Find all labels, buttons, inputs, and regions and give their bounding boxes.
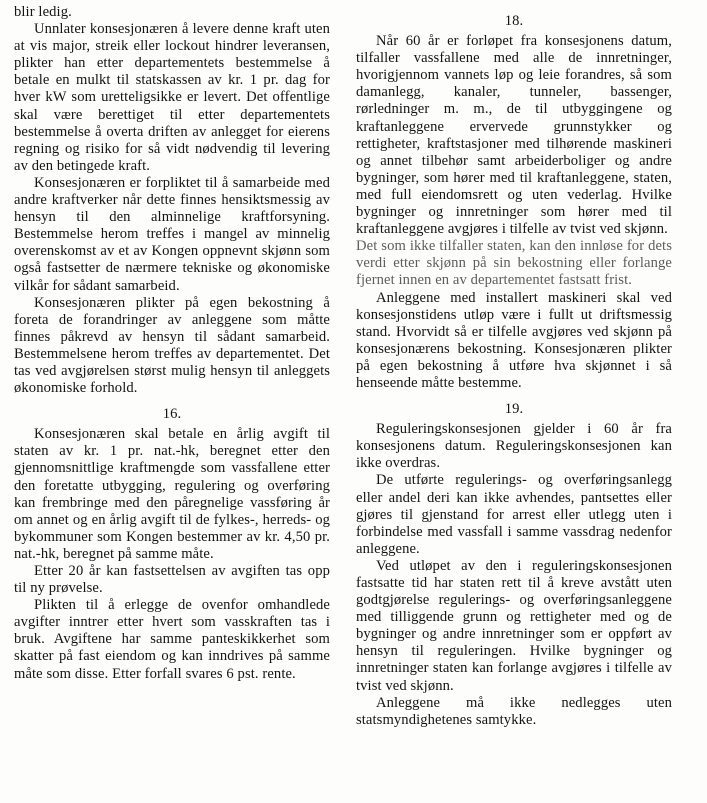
paragraph: Når 60 år er forløpet fra konsesjonens datum, tilfaller vassfallene med alle de innretninger, hvorigjennom vannets løp og leie forandres, så som damanlegg, kanaler, tunneler, bassenger, rørledninger m. m., de til utbyggingene og kraftanleggene ervervede grunnstykker og rettigheter, kraftstasjoner med tilhørende maskineri og annet tilbehør samt arbeiderboliger og andre bygninger, som hører med til kraftanleggene, staten, med full eiendomsrett og uten vederlag. Hvilke bygninger og innretninger som hører med til kraftanleggene avgjøres i tilfelle av tvist ved skjønn. [356, 33, 672, 238]
section-number: 18. [504, 13, 524, 29]
paragraph: Plikten til å erlegge de ovenfor omhandlede avgifter inntrer etter hvert som vasskraften tas i bruk. Avgiftene har samme panteskikkerhet som skatter på fast eiendom og kan inndrives på samme måte som disse. Etter forfall svares 6 pst. rente. [14, 597, 330, 682]
paragraph: Konsesjonæren plikter på egen bekostning å foreta de forandringer av anleggene som måtte finnes påkrevd av hensyn til sådant samarbeid. Bestemmelsene herom treffes av departementet. Det tas ved avgjørelsen størst mulig hensyn til anleggets økonomiske forhold. [14, 294, 330, 397]
right-column [356, 4, 672, 803]
section-number: 19. [504, 401, 524, 418]
paragraph: Anleggene med installert maskineri skal ved konsesjonstidens utløp være i fullt ut driftsmessig stand. Hvorvidt så er tilfelle avgjøres ved skjønn på konsesjonærens bekostning. Konsesjonæren plikter på egen bekostning å utføre hva skjønnet i så henseende måtte bestemme. [356, 289, 672, 391]
left-column [14, 4, 330, 803]
paragraph: De utførte regulerings- og overføringsanlegg eller andel deri kan ikke avhendes, pantsettes eller gjøres til gjenstand for arrest eller utlegg uten i forbindelse med vassfall i samme vassdrag nedenfor anleggene. [356, 472, 672, 557]
paragraph: Konsesjonæren er forpliktet til å samarbeide med andre kraftverker når dette finnes hensiktsmessig av hensyn til den alminnelige kraftforsyning. Bestemmelse herom treffes i mangel av minnelig overenskomst av et av Kongen oppnevnt skjønn som også fastsetter de nærmere tekniske og økonomiske vilkår for sådant samarbeid. [14, 174, 330, 294]
paragraph: Konsesjonæren skal betale en årlig avgift til staten av kr. 1 pr. nat.-hk, beregnet etter den gjennomsnittlige kraftmengde som vassfallene etter den foretatte utbygging, regulering og overføring kan frembringe med den påregnelige vassføring år om annet og en årlig avgift til de fylkes-, herreds- og bykommuner som Kongen bestemmer av kr. 4,50 pr. nat.-hk, beregnet på samme måte. [14, 426, 330, 562]
paragraph: Anleggene må ikke nedlegges uten statsmyndighetenes samtykke. [356, 694, 672, 728]
two-column-layout [14, 4, 693, 803]
paragraph: Det som ikke tilfaller staten, kan den innløse for dets verdi etter skjønn på sin bekostning eller forlange fjernet innen en av departementet fastsatt frist. [356, 238, 672, 289]
paragraph: Ved utløpet av den i reguleringskonsesjonen fastsatte tid har staten rett til å kreve avstått uten godtgjørelse regulerings- og overføringsanleggene med tilliggende grunn og rettigheter med og de bygninger og andre innretninger som er oppført av hensyn til reguleringen. Hvilke bygninger og innretninger staten kan forlange avgjøres i tilfelle av tvist ved skjønn. [356, 557, 672, 694]
paragraph: Reguleringskonsesjonen gjelder i 60 år fra konsesjonens datum. Reguleringskonsesjonen kan ikke overdras. [356, 421, 672, 472]
paragraph: Unnlater konsesjonæren å levere denne kraft uten at vis major, streik eller lockout hindrer leveransen, plikter han etter departementets bestemmelse å betale en mulkt til statskassen av kr. 1 pr. dag for hver kW som uretteligsikke er levert. Det offentlige skal være berettiget til etter departementets bestemmelse å overta driften av anlegget for eierens regning og risiko for så vidt nødvendig til levering av den betingede kraft. [14, 21, 330, 174]
section-number: 16. [162, 406, 182, 423]
paragraph: Etter 20 år kan fastsettelsen av avgiften tas opp til ny prøvelse. [14, 563, 330, 597]
paragraph: blir ledig. [14, 4, 72, 20]
